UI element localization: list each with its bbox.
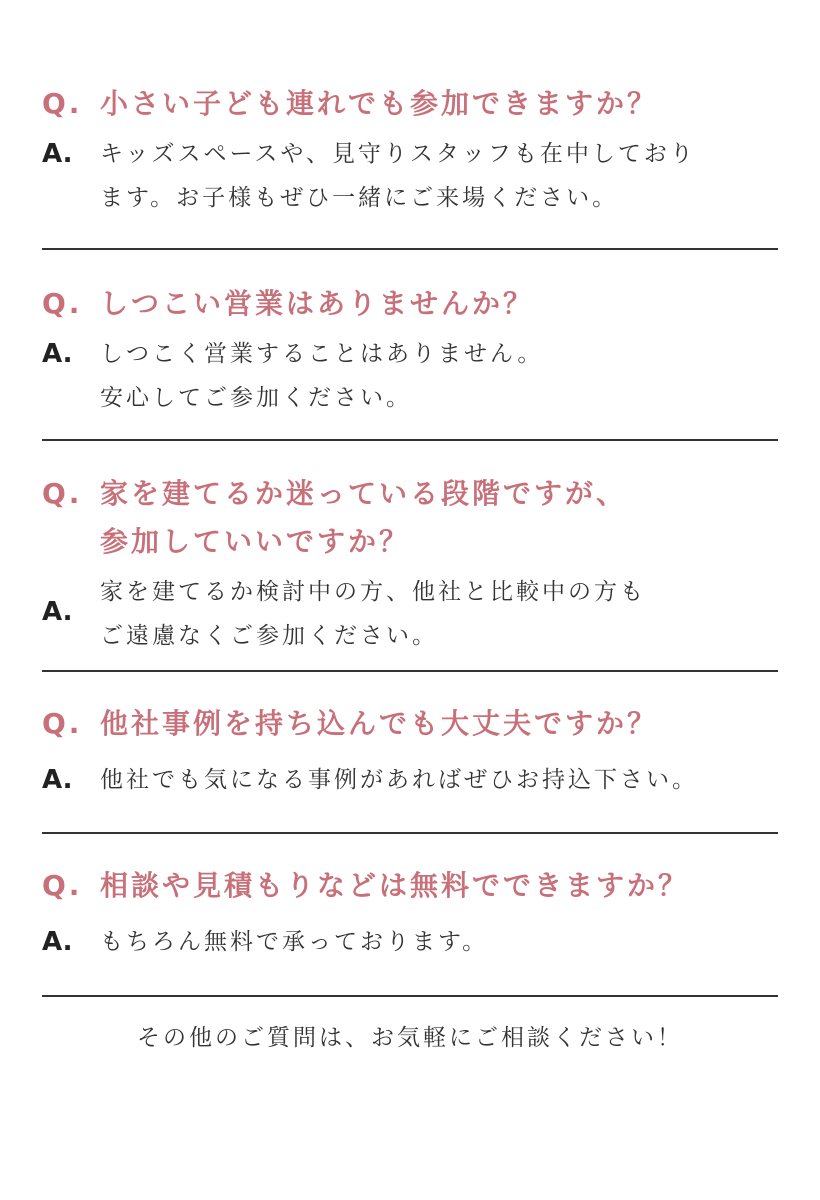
question-row xyxy=(42,700,778,748)
faq-item-5 xyxy=(42,862,778,964)
divider xyxy=(42,995,778,997)
answer-row xyxy=(42,570,778,658)
answer-mark: A. xyxy=(42,339,73,369)
question-text: 他社事例を持ち込んでも大丈夫ですか？ xyxy=(100,707,659,740)
question-text: 参加していいですか？ xyxy=(100,525,411,558)
question-row xyxy=(42,470,778,566)
question-text: しつこい営業はありませんか？ xyxy=(100,287,535,320)
question-text: 小さい子ども連れでも参加できますか？ xyxy=(100,87,659,120)
answer-line: キッズスペースや、見守りスタッフも在中しており xyxy=(100,141,696,167)
answer-line: ます。お子様もぜひ一緒にご来場ください。 xyxy=(100,185,619,211)
faq-item-4 xyxy=(42,700,778,802)
answer-line: ご遠慮なくご参加ください。 xyxy=(100,623,438,649)
answer-mark: A. xyxy=(42,927,73,957)
answer-body xyxy=(100,332,543,420)
question-text: 相談や見積もりなどは無料でできますか？ xyxy=(100,869,690,902)
answer-line: もちろん無料で承っております。 xyxy=(100,929,489,955)
answer-row xyxy=(42,332,778,420)
divider xyxy=(42,248,778,250)
faq-item-2 xyxy=(42,280,778,420)
divider xyxy=(42,670,778,672)
question-mark: Q. xyxy=(42,87,83,120)
question-mark: Q. xyxy=(42,869,83,902)
answer-row xyxy=(42,920,778,964)
question-row xyxy=(42,280,778,328)
question-row xyxy=(42,862,778,910)
closing-message: その他のご質問は、お気軽にご相談ください！ xyxy=(137,1025,683,1051)
question-body xyxy=(100,470,627,566)
answer-body xyxy=(100,570,646,658)
answer-row xyxy=(42,132,778,220)
answer-mark: A. xyxy=(42,597,73,627)
answer-mark: A. xyxy=(42,765,73,795)
faq-item-1 xyxy=(42,80,778,220)
answer-line: 家を建てるか検討中の方、他社と比較中の方も xyxy=(100,579,646,605)
question-mark: Q. xyxy=(42,707,83,740)
divider xyxy=(42,439,778,441)
answer-body xyxy=(100,920,488,964)
question-row xyxy=(42,80,778,128)
question-text: 家を建てるか迷っている段階ですが、 xyxy=(100,477,628,510)
divider xyxy=(42,832,778,834)
answer-body xyxy=(100,132,696,220)
answer-line: 安心してご参加ください。 xyxy=(100,385,412,411)
question-mark: Q. xyxy=(42,477,83,510)
faq-item-3 xyxy=(42,470,778,658)
answer-body xyxy=(100,758,698,802)
answer-line: しつこく営業することはありません。 xyxy=(100,341,544,367)
question-mark: Q. xyxy=(42,287,83,320)
answer-line: 他社でも気になる事例があればぜひお持込下さい。 xyxy=(100,767,698,793)
answer-mark: A. xyxy=(42,139,73,169)
answer-row xyxy=(42,758,778,802)
